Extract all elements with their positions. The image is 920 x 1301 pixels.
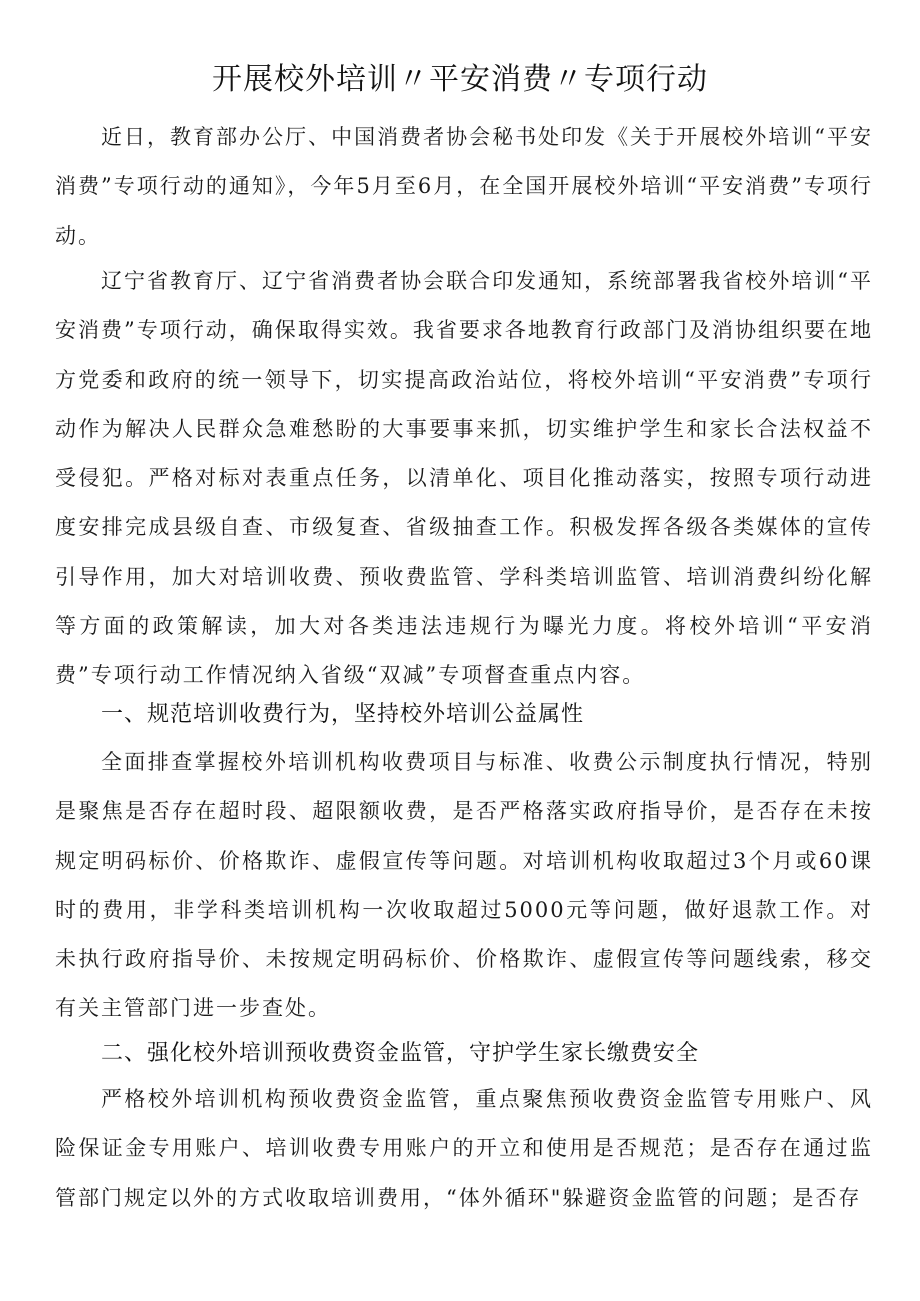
liaoning-paragraph: 辽宁省教育厅、辽宁省消费者协会联合印发通知，系统部署我省校外培训“平安消费”专项行动，确保取得实效。我省要求各地教育行政部门及消协组织要在地方党委和政府的统一领导下，切实提高政治站位，将校外培训“平安消费”专项行动作为解决人民群众急难愁盼的大事要事来抓，切实维护学生和家长合法权益不受侵犯。严格对标对表重点任务，以清单化、项目化推动落实，按照专项行动进度安排完成县级自查、市级复查、省级抽查工作。积极发挥各级各类媒体的宣传引导作用，加大对培训收费、预收费监管、学科类培训监管、培训消费纠纷化解等方面的政策解读，加大对各类违法违规行为曝光力度。将校外培训“平安消费”专项行动工作情况纳入省级“双减”专项督查重点内容。 — [55, 269, 873, 688]
section-1-body: 全面排查掌握校外培训机构收费项目与标准、收费公示制度执行情况，特别是聚焦是否存在超时段、超限额收费，是否严格落实政府指导价，是否存在未按规定明码标价、价格欺诈、虚假宣传等问题。对培训机构收取超过3个月或60课时的费用，非学科类培训机构一次收取超过5000元等问题，做好退款工作。对未执行政府指导价、未按规定明码标价、价格欺诈、虚假宣传等问题线索，移交有关主管部门进一步查处。 — [55, 750, 873, 1021]
section-2-heading: 二、强化校外培训预收费资金监管，守护学生家长缴费安全 — [101, 1041, 700, 1066]
section-2-body: 严格校外培训机构预收费资金监管，重点聚焦预收费资金监管专用账户、风险保证金专用账户、培训收费专用账户的开立和使用是否规范；是否存在通过监管部门规定以外的方式收取培训费用，“体外循环"躲避资金监管的问题；是否存 — [55, 1087, 873, 1210]
document-title: 开展校外培训〃平安消费〃专项行动 — [212, 62, 708, 97]
intro-paragraph: 近日，教育部办公厅、中国消费者协会秘书处印发《关于开展校外培训“平安消费”专项行动的通知》，今年5月至6月，在全国开展校外培训“平安消费”专项行动。 — [55, 125, 873, 248]
section-1-heading: 一、规范培训收费行为，坚持校外培训公益属性 — [101, 702, 585, 727]
